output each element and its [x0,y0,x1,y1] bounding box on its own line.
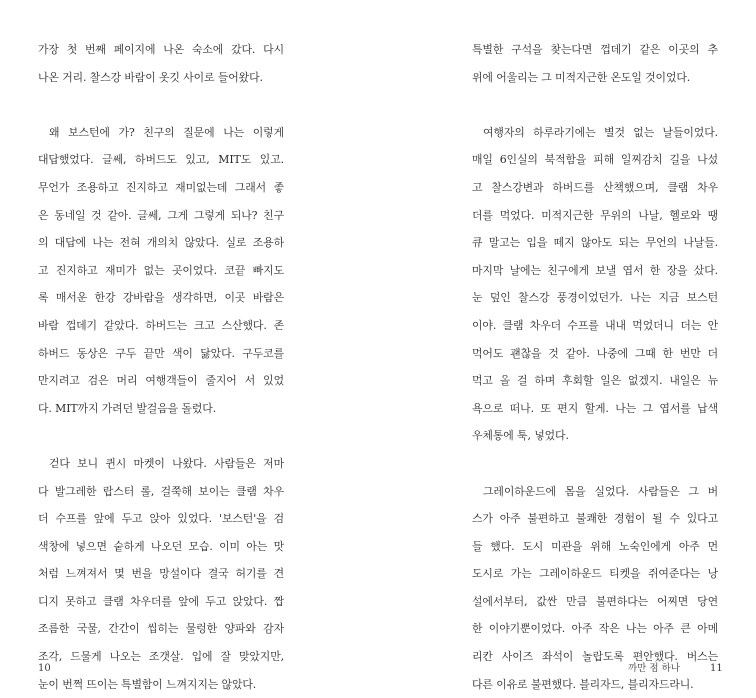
text-line: 그레이하운드에 몸을 실었다. 사람들은 그 버 [472,478,718,506]
text-line: 설에서부터, 값싼 만큼 불편하다는 어찌면 당연 [472,588,718,616]
paragraph [38,36,284,91]
text-line: 들 했다. 도시 미관을 위해 노숙인에게 아주 먼 [472,533,718,561]
text-line: 다 발그레한 랍스터 롤, 걸쭉해 보이는 클램 차우 [38,478,284,506]
text-line: 다. MIT까지 가려던 발걸음을 돌렸다. [38,395,284,423]
text-line: 은 동네일 것 같아. 글쎄, 그게 그렇게 되나? 친구 [38,202,284,230]
text-line: 하버드 동상은 구두 끝만 색이 닳았다. 구두코를 [38,340,284,368]
right-page [378,0,756,688]
right-page-text [472,36,718,698]
paragraph [38,450,284,698]
paragraph [472,36,718,91]
paragraph [38,119,284,423]
text-line: 만지려고 검은 머리 여행객들이 줄지어 서 있었 [38,367,284,395]
left-page [0,0,378,688]
text-line: 여행자의 하루라기에는 별것 없는 날들이었다. [472,119,718,147]
text-line: 눈 덮인 찰스강 풍경이었던가. 나는 지금 보스턴 [472,284,718,312]
text-line: 조각, 드물게 나오는 조갯살. 입에 잘 맞았지만, [38,643,284,671]
running-head: 까만 점 하나 [628,662,680,676]
text-line: 위에 어울리는 그 미적지근한 온도일 것이었다. [472,64,718,92]
text-line: 눈이 번쩍 뜨이는 특별함이 느껴지지는 않았다. [38,671,284,698]
paragraph [472,478,718,698]
text-line: 의 대답에 나는 전혀 개의치 않았다. 실로 조용하 [38,229,284,257]
paragraph-gap [472,91,718,119]
text-line: 큐 말고는 입을 떼지 않아도 되는 무언의 나날들. [472,229,718,257]
text-line: 처럼 느껴져서 몇 번을 망설이다 결국 허기를 견 [38,560,284,588]
text-line: 고 진지하고 재미가 없는 곳이었다. 코끝 빠지도 [38,257,284,285]
text-line: 대답했었다. 글쎄, 하버드도 있고, MIT도 있고. [38,146,284,174]
text-line: 나온 거리. 찰스강 바람이 옷깃 사이로 들어왔다. [38,64,284,92]
text-line: 먹고 올 걸 하며 후회할 일은 없겠지. 내일은 뉴 [472,367,718,395]
text-line: 도시로 가는 그레이하운드 티켓을 쥐여준다는 낭 [472,560,718,588]
text-line: 특별한 구석을 찾는다면 껍데기 같은 이곳의 추 [472,36,718,64]
text-line: 왜 보스턴에 가? 친구의 질문에 나는 이렇게 [38,119,284,147]
text-line: 욕으로 떠나. 또 편지 할게. 나는 그 엽서를 납색 [472,395,718,423]
text-line: 바람 껍데기 같았다. 하버드는 크고 스산했다. 존 [38,312,284,340]
text-line: 우체통에 툭, 넣었다. [472,422,718,450]
text-line: 이야. 클램 차우더 수프를 내내 먹었더니 더는 안 [472,312,718,340]
text-line: 한 이야기뿐이었다. 아주 작은 나는 아주 큰 아메 [472,615,718,643]
text-line: 먹어도 괜찮을 것 같아. 나중에 그때 한 번만 더 [472,340,718,368]
text-line: 고 찰스강변과 하버드를 산책했으며, 클램 차우 [472,174,718,202]
left-page-text [38,36,284,698]
text-line: 조름한 국물, 간간이 씹히는 물렁한 양파와 감자 [38,615,284,643]
text-line: 무언가 조용하고 진지하고 재미없는데 그래서 좋 [38,174,284,202]
text-line: 더를 먹었다. 미적지근한 무위의 나날, 헬로와 땡 [472,202,718,230]
text-line: 마지막 날에는 친구에게 보낼 엽서 한 장을 샀다. [472,257,718,285]
text-line: 매일 6인실의 북적함을 피해 일찌감치 길을 나섰 [472,146,718,174]
text-line: 더 수프를 앞에 두고 앉아 있었다. '보스턴'을 검 [38,505,284,533]
paragraph [472,119,718,450]
text-line: 색창에 넣으면 숱하게 나오던 모습. 이미 아는 맛 [38,533,284,561]
text-line: 리칸 사이즈 좌석이 놀랍도록 편안했다. 버스는 [472,643,718,671]
paragraph-gap [38,91,284,119]
text-line: 가장 첫 번째 페이지에 나온 숙소에 갔다. 다시 [38,36,284,64]
text-line: 스가 아주 불편하고 불쾌한 경험이 될 수 있다고 [472,505,718,533]
page-number-right: 11 [710,662,723,676]
text-line: 걷다 보니 퀸시 마켓이 나왔다. 사람들은 저마 [38,450,284,478]
paragraph-gap [38,422,284,450]
text-line: 록 매서운 한강 강바람을 생각하면, 이곳 바람은 [38,284,284,312]
text-line: 디지 못하고 클램 차우더를 앞에 두고 앉았다. 짭 [38,588,284,616]
text-line: 다른 이유로 불편했다. 블리자드, 블리자드라니. [472,671,718,698]
page-number-left: 10 [38,662,51,676]
paragraph-gap [472,450,718,478]
